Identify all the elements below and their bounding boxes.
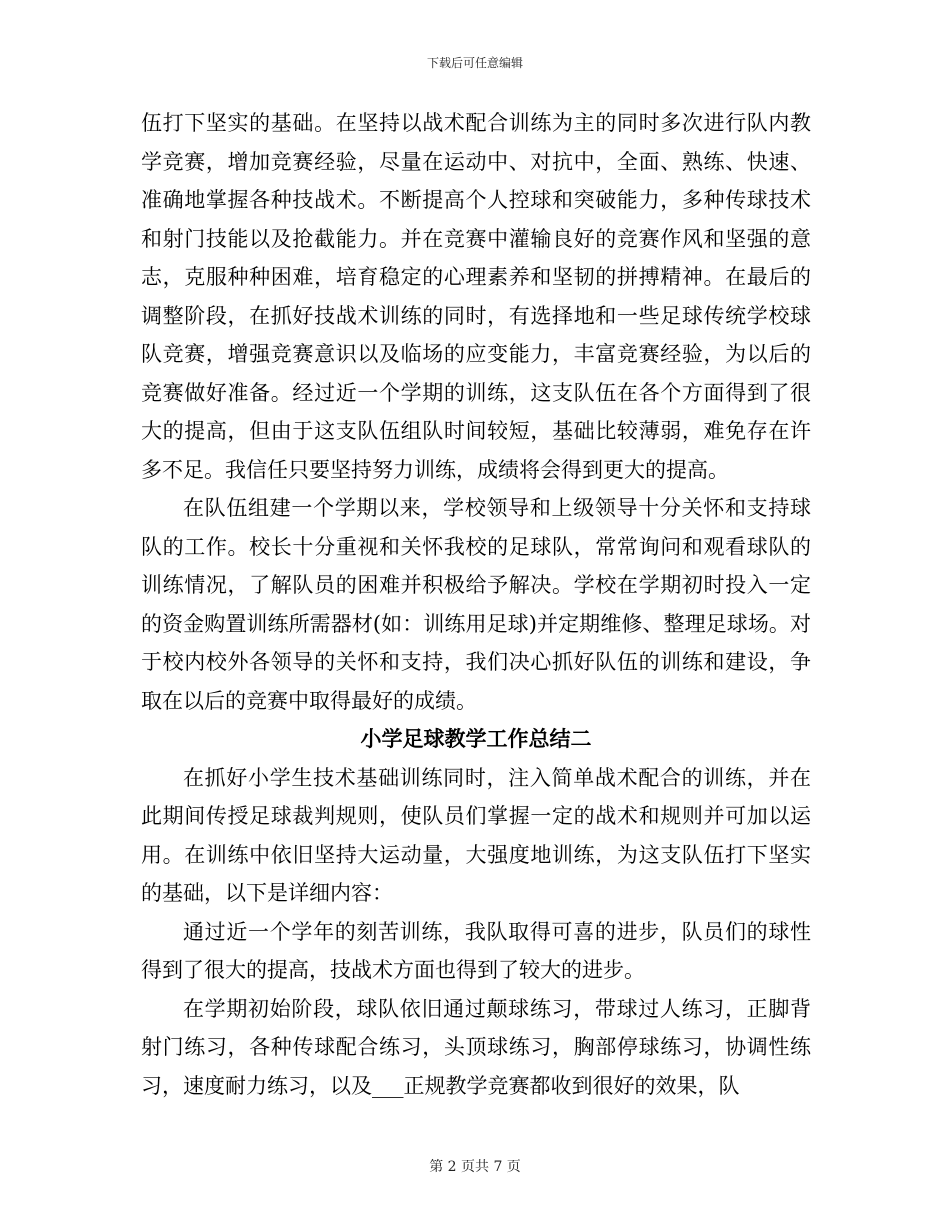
section-title: 小学足球教学工作总结二: [360, 726, 592, 751]
paragraph-continuation: 伍打下坚实的基础。在坚持以战术配合训练为主的同时多次进行队内教学竞赛，增加竞赛经验，尽量在运动中、对抗中，全面、熟练、快速、准确地掌握各种技战术。不断提高个人控球和突破能力，多种传球技术和射门技能以及抢截能力。并在竞赛中灌输良好的竞赛作风和坚强的意志，克服种种困难，培育稳定的心理素养和坚韧的拼搏精神。在最后的调整阶段，在抓好技战术训练的同时，有选择地和一些足球传统学校球队竞赛，增强竞赛意识以及临场的应变能力，丰富竞赛经验，为以后的竞赛做好准备。经过近一个学期的训练，这支队伍在各个方面得到了很大的提高，但由于这支队伍组队时间较短，基础比较薄弱，难免存在许多不足。我信任只要坚持努力训练，成绩将会得到更大的提高。: [141, 111, 811, 482]
page-header: 下载后可任意编辑: [426, 56, 523, 70]
document-body: [141, 104, 811, 1105]
page-footer: 第 2 页共 7 页: [429, 1159, 521, 1175]
paragraph-initial-stage: 在学期初始阶段，球队依旧通过颠球练习，带球过人练习，正脚背射门练习，各种传球配合练习，头顶球练习，胸部停球练习，协调性练习，速度耐力练习，以及___正规教学竞赛都收到很好的效果，队: [141, 996, 811, 1098]
paragraph-training-intro: 在抓好小学生技术基础训练同时，注入简单战术配合的训练，并在此期间传授足球裁判规则，使队员们掌握一定的战术和规则并可加以运用。在训练中依旧坚持大运动量，大强度地训练，为这支队伍打下坚实的基础，以下是详细内容：: [141, 765, 811, 905]
paragraph-progress: 通过近一个学年的刻苦训练，我队取得可喜的进步，队员们的球性得到了很大的提高，技战术方面也得到了较大的进步。: [141, 919, 811, 982]
paragraph-leadership-support: 在队伍组建一个学期以来，学校领导和上级领导十分关怀和支持球队的工作。校长十分重视和关怀我校的足球队，常常询问和观看球队的训练情况，了解队员的困难并积极给予解决。学校在学期初时投入一定的资金购置训练所需器材(如：训练用足球)并定期维修、整理足球场。对于校内校外各领导的关怀和支持，我们决心抓好队伍的训练和建设，争取在以后的竞赛中取得最好的成绩。: [141, 496, 811, 713]
